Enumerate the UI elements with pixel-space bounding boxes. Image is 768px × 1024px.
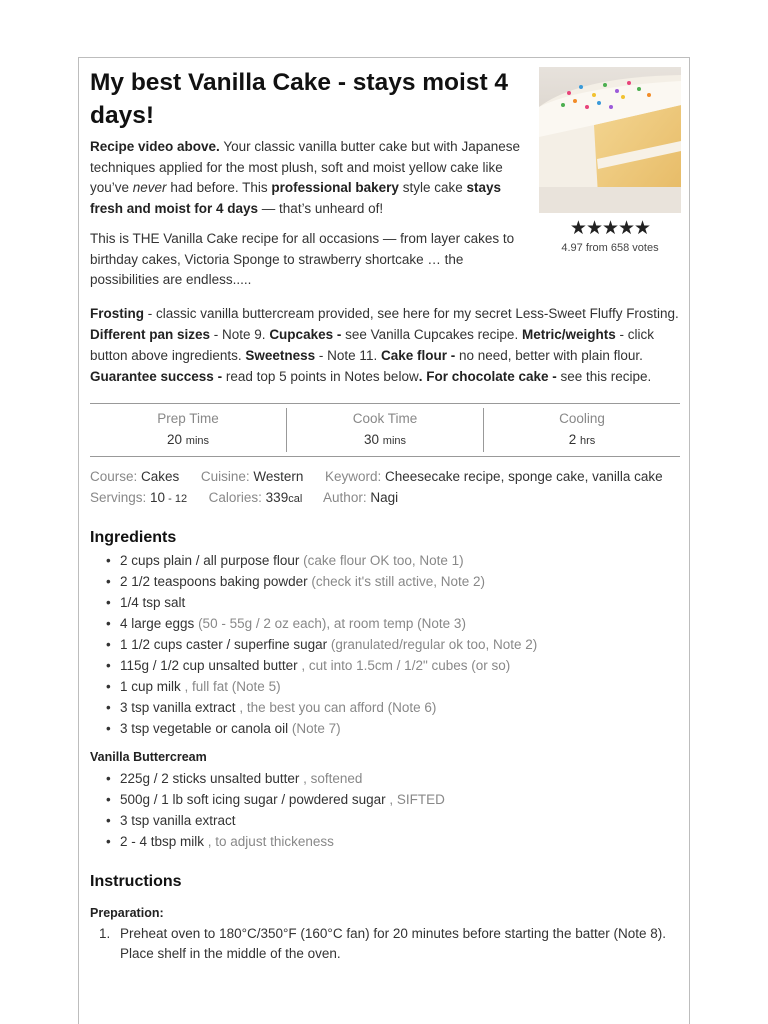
text-run: - click button above ingredients. [90,327,654,363]
ingredient-item [90,613,680,634]
buttercream-list [90,768,680,852]
ingredient-item [90,592,680,613]
bullet-icon: • [106,658,111,673]
bullet-icon: • [106,721,111,736]
text-run: professional bakery [271,180,399,195]
keyword-label: Keyword: [324,469,382,484]
instruction-step [90,924,680,964]
ingredient-name: 3 tsp vanilla extract [120,700,236,715]
bullet-icon: • [106,813,111,828]
ingredient-note: (50 - 55g / 2 oz each), at room temp (Note 3) [194,616,466,631]
author-label: Author: [323,490,367,505]
ingredient-note: (Note 7) [288,721,341,736]
ingredients-heading: Ingredients [90,529,177,546]
bullet-icon: • [106,834,111,849]
text-run: . For chocolate cake - [418,369,557,384]
text-run: - classic vanilla buttercream provided, see here for my secret Less-Sweet Fluffy Frosting. [144,306,679,321]
ingredient-name: 1 cup milk [120,679,181,694]
bullet-icon: • [106,574,111,589]
ingredients-list [90,550,680,739]
buttercream-heading: Vanilla Buttercream [90,750,207,764]
text-run: stays fresh and moist for 4 days [90,180,502,216]
text-run: Different pan sizes [90,327,211,342]
cook-time [286,408,483,452]
ingredient-item [90,810,680,831]
bullet-icon: • [106,637,111,652]
step-text: Preheat oven to 180°C/350°F (160°C fan) for 20 minutes before starting the batter (Note 8). Place shelf in the middle of the oven. [120,926,666,961]
ingredient-note: , full fat (Note 5) [180,679,281,694]
calories-unit: cal [288,493,303,505]
ingredient-name: 1 1/2 cups caster / superfine sugar [120,637,328,652]
ingredient-item [90,571,680,592]
bullet-icon: • [106,679,111,694]
ingredient-note: , softened [299,771,363,786]
text-run: had before. This [166,180,272,195]
keyword-value: Cheesecake recipe, sponge cake, vanilla cake [385,469,663,484]
ingredient-note: , SIFTED [385,792,445,807]
recipe-title: My best Vanilla Cake - stays moist 4 days! [90,69,509,129]
preparation-heading: Preparation: [90,906,164,920]
bullet-icon: • [106,700,111,715]
intro-paragraph-1 [90,137,522,219]
course-label: Course: [90,469,138,484]
ingredient-item [90,768,680,789]
rating-votes: 4.97 from 658 votes [561,242,659,254]
ingredient-name: 1/4 tsp salt [120,595,186,610]
cooling-time [483,408,680,452]
text-run: Cupcakes - [269,327,342,342]
text-run: never [132,180,167,195]
bullet-icon: • [106,616,111,631]
cooling-time-label: Cooling [559,411,605,426]
ingredient-note: (granulated/regular ok too, Note 2) [327,637,538,652]
cooling-time-value: 2 [568,432,577,447]
step-number: 1. [99,926,111,941]
ingredient-name: 2 1/2 teaspoons baking powder [120,574,308,589]
prep-time-unit: mins [185,435,210,447]
text-run: Cake flour - [380,348,456,363]
recipe-intro [90,137,522,301]
text-run: - Note 9. [210,327,270,342]
text-run: no need, better with plain flour. [455,348,643,363]
star-rating-icon[interactable]: ★★★★★ [569,218,651,239]
ingredient-item [90,676,680,697]
prep-time-label: Prep Time [157,411,219,426]
ingredient-note: , cut into 1.5cm / 1/2" cubes (or so) [297,658,511,673]
course-value[interactable]: Cakes [141,469,180,484]
text-run: Your classic vanilla butter cake but with Japanese techniques applied for the most plush, soft and moist yellow cake like you’ve [90,139,520,195]
calories-value: 339 [265,490,289,505]
ingredient-item [90,550,680,571]
ingredient-name: 2 - 4 tbsp milk [120,834,205,849]
ingredient-name: 2 cups plain / all purpose flour [120,553,300,568]
instructions-list [90,924,680,964]
text-run: see Vanilla Cupcakes recipe. [341,327,522,342]
ingredient-item [90,634,680,655]
recipe-meta [90,466,680,510]
prep-time-value: 20 [166,432,183,447]
recipe-notes-summary [90,303,680,387]
cooling-time-unit: hrs [580,435,596,447]
ingredient-item [90,831,680,852]
prep-time [90,404,286,456]
cook-time-label: Cook Time [352,411,418,426]
ingredient-name: 3 tsp vegetable or canola oil [120,721,289,736]
author-value: Nagi [370,490,399,505]
text-run: - Note 11. [315,348,381,363]
bullet-icon: • [106,771,111,786]
intro-paragraph-2: This is THE Vanilla Cake recipe for all occasions — from layer cakes to birthday cakes, Victoria Sponge to strawberry shortcake … the possibilities are endless..... [90,231,515,287]
recipe-card [78,57,690,1024]
text-run: style cake [398,180,467,195]
ingredient-name: 3 tsp vanilla extract [120,813,236,828]
ingredient-note: (check it's still active, Note 2) [307,574,486,589]
text-run: Metric/weights [521,327,616,342]
ingredient-name: 225g / 2 sticks unsalted butter [120,771,300,786]
cuisine-label: Cuisine: [200,469,250,484]
cake-photo [539,67,681,213]
servings-range: - 12 [165,493,188,505]
cuisine-value[interactable]: Western [253,469,304,484]
ingredient-item [90,655,680,676]
servings-label: Servings: [90,490,147,505]
text-run: Recipe video above. [90,139,220,154]
cook-time-unit: mins [382,435,407,447]
ingredient-item [90,697,680,718]
bullet-icon: • [106,792,111,807]
ingredient-note: , the best you can afford (Note 6) [235,700,437,715]
ingredient-name: 500g / 1 lb soft icing sugar / powdered sugar [120,792,386,807]
calories-label: Calories: [208,490,262,505]
cake-image [539,67,681,213]
bullet-icon: • [106,595,111,610]
ingredient-note: , to adjust thickeness [204,834,334,849]
servings-value[interactable]: 10 [150,490,166,505]
ingredient-item [90,718,680,739]
ingredient-name: 115g / 1/2 cup unsalted butter [120,658,298,673]
text-run: Guarantee success - [90,369,223,384]
bullet-icon: • [106,553,111,568]
time-table [90,403,680,457]
text-run: Frosting [90,306,144,321]
text-run: Sweetness [245,348,316,363]
ingredient-note: (cake flour OK too, Note 1) [299,553,464,568]
text-run: see this recipe. [556,369,652,384]
ingredient-item [90,789,680,810]
rating-block[interactable] [539,218,681,254]
text-run: — that’s unheard of! [258,200,384,216]
ingredient-name: 4 large eggs [120,616,195,631]
cook-time-value: 30 [363,432,380,447]
instructions-heading: Instructions [90,873,182,890]
text-run: read top 5 points in Notes below [222,369,419,384]
